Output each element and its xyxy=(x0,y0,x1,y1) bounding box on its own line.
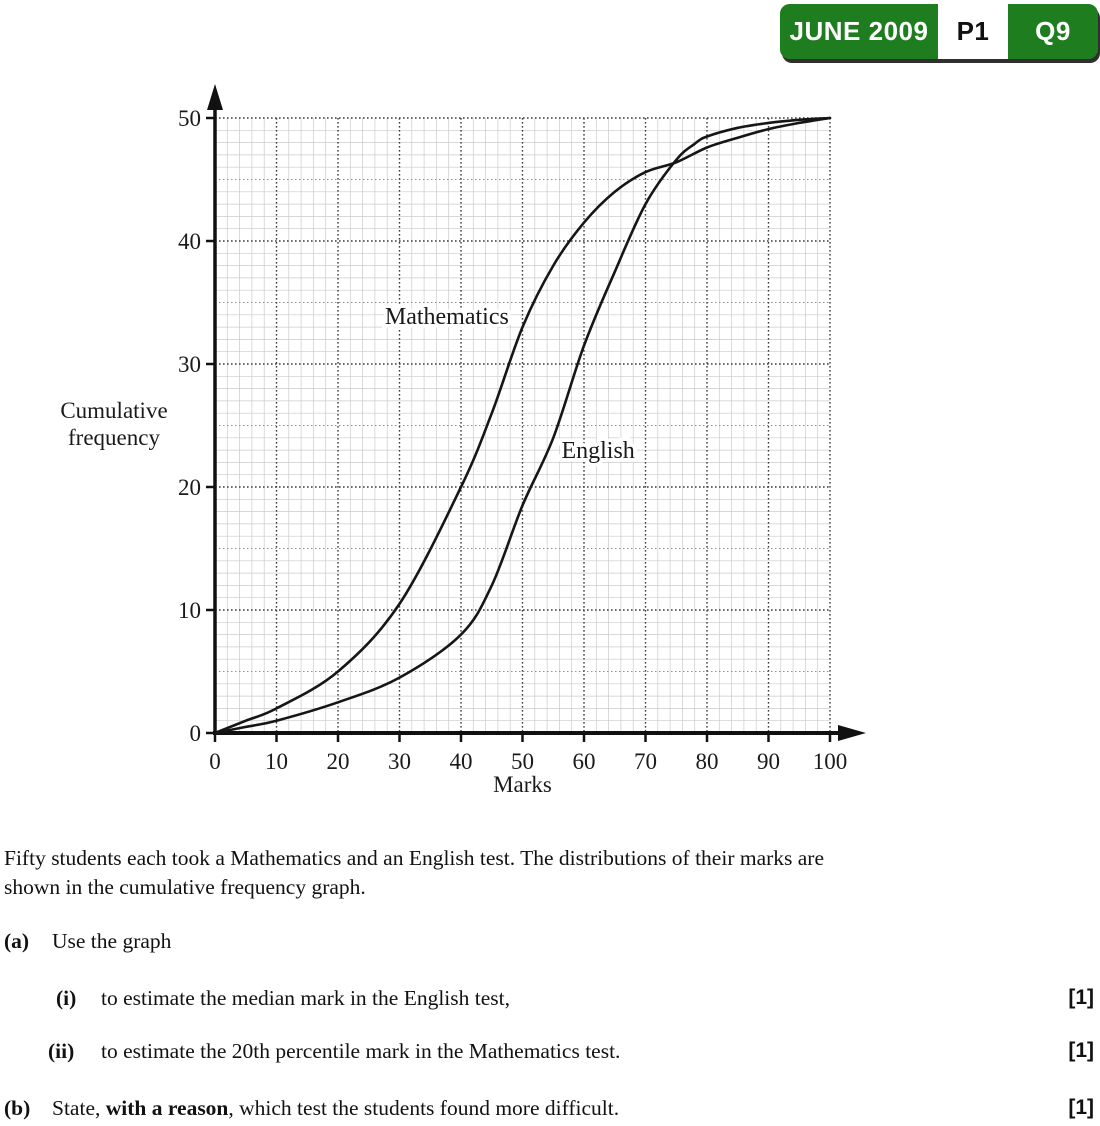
chart-axes xyxy=(207,84,866,741)
chart-ticks xyxy=(178,106,847,774)
badge-paper-label: P1 xyxy=(938,4,1008,59)
svg-text:50: 50 xyxy=(511,749,534,774)
svg-text:20: 20 xyxy=(326,749,350,774)
svg-text:50: 50 xyxy=(178,106,201,131)
svg-text:0: 0 xyxy=(189,721,201,746)
svg-text:10: 10 xyxy=(265,749,288,774)
svg-text:90: 90 xyxy=(757,749,780,774)
svg-text:100: 100 xyxy=(812,749,848,774)
part-a-ii-text: to estimate the 20th percentile mark in the Mathematics test. xyxy=(101,1039,621,1063)
svg-text:60: 60 xyxy=(572,749,596,774)
part-a-label: (a) xyxy=(4,929,30,953)
part-b-row xyxy=(0,1096,1100,1126)
part-a-text: Use the graph xyxy=(52,929,172,953)
curve-label-mathematics: Mathematics xyxy=(384,304,509,331)
svg-text:frequency: frequency xyxy=(68,425,160,450)
svg-text:40: 40 xyxy=(449,749,473,774)
question-reference-badge xyxy=(780,4,1098,59)
svg-text:40: 40 xyxy=(178,229,201,254)
cumulative-frequency-chart xyxy=(0,80,900,820)
part-a-ii-row xyxy=(0,1039,1100,1069)
chart-grid xyxy=(215,118,830,733)
svg-text:30: 30 xyxy=(178,352,201,377)
x-axis-title: Marks xyxy=(493,772,552,797)
part-a-i-marks: [1] xyxy=(1068,986,1094,1009)
part-a-ii-marks: [1] xyxy=(1068,1039,1094,1062)
part-a-row xyxy=(0,929,1100,959)
part-a-i-text: to estimate the median mark in the English test, xyxy=(101,986,511,1010)
svg-text:10: 10 xyxy=(178,598,201,623)
svg-text:0: 0 xyxy=(209,749,221,774)
badge-session-label: JUNE 2009 xyxy=(780,4,938,59)
part-b-text xyxy=(52,1096,619,1121)
svg-text:70: 70 xyxy=(634,749,657,774)
question-intro xyxy=(4,844,994,902)
part-a-i-row xyxy=(0,986,1100,1016)
intro-line-2: shown in the cumulative frequency graph. xyxy=(4,875,366,899)
svg-text:30: 30 xyxy=(388,749,411,774)
intro-line-1: Fifty students each took a Mathematics and an English test. The distributions of their marks are xyxy=(4,846,825,870)
svg-text:80: 80 xyxy=(695,749,719,774)
part-a-ii-label: (ii) xyxy=(48,1039,75,1063)
part-b-marks: [1] xyxy=(1068,1096,1094,1119)
part-a-i-label: (i) xyxy=(56,986,77,1010)
part-b-text-prefix: State, xyxy=(52,1096,106,1120)
svg-text:Cumulative: Cumulative xyxy=(60,398,168,423)
part-b-label: (b) xyxy=(4,1096,31,1120)
part-b-text-bold: with a reason xyxy=(105,1096,229,1120)
curve-label-english: English xyxy=(561,438,635,465)
part-b-text-suffix: , which test the students found more difficult. xyxy=(228,1096,620,1120)
svg-text:20: 20 xyxy=(178,475,201,500)
badge-question-label: Q9 xyxy=(1008,4,1098,59)
